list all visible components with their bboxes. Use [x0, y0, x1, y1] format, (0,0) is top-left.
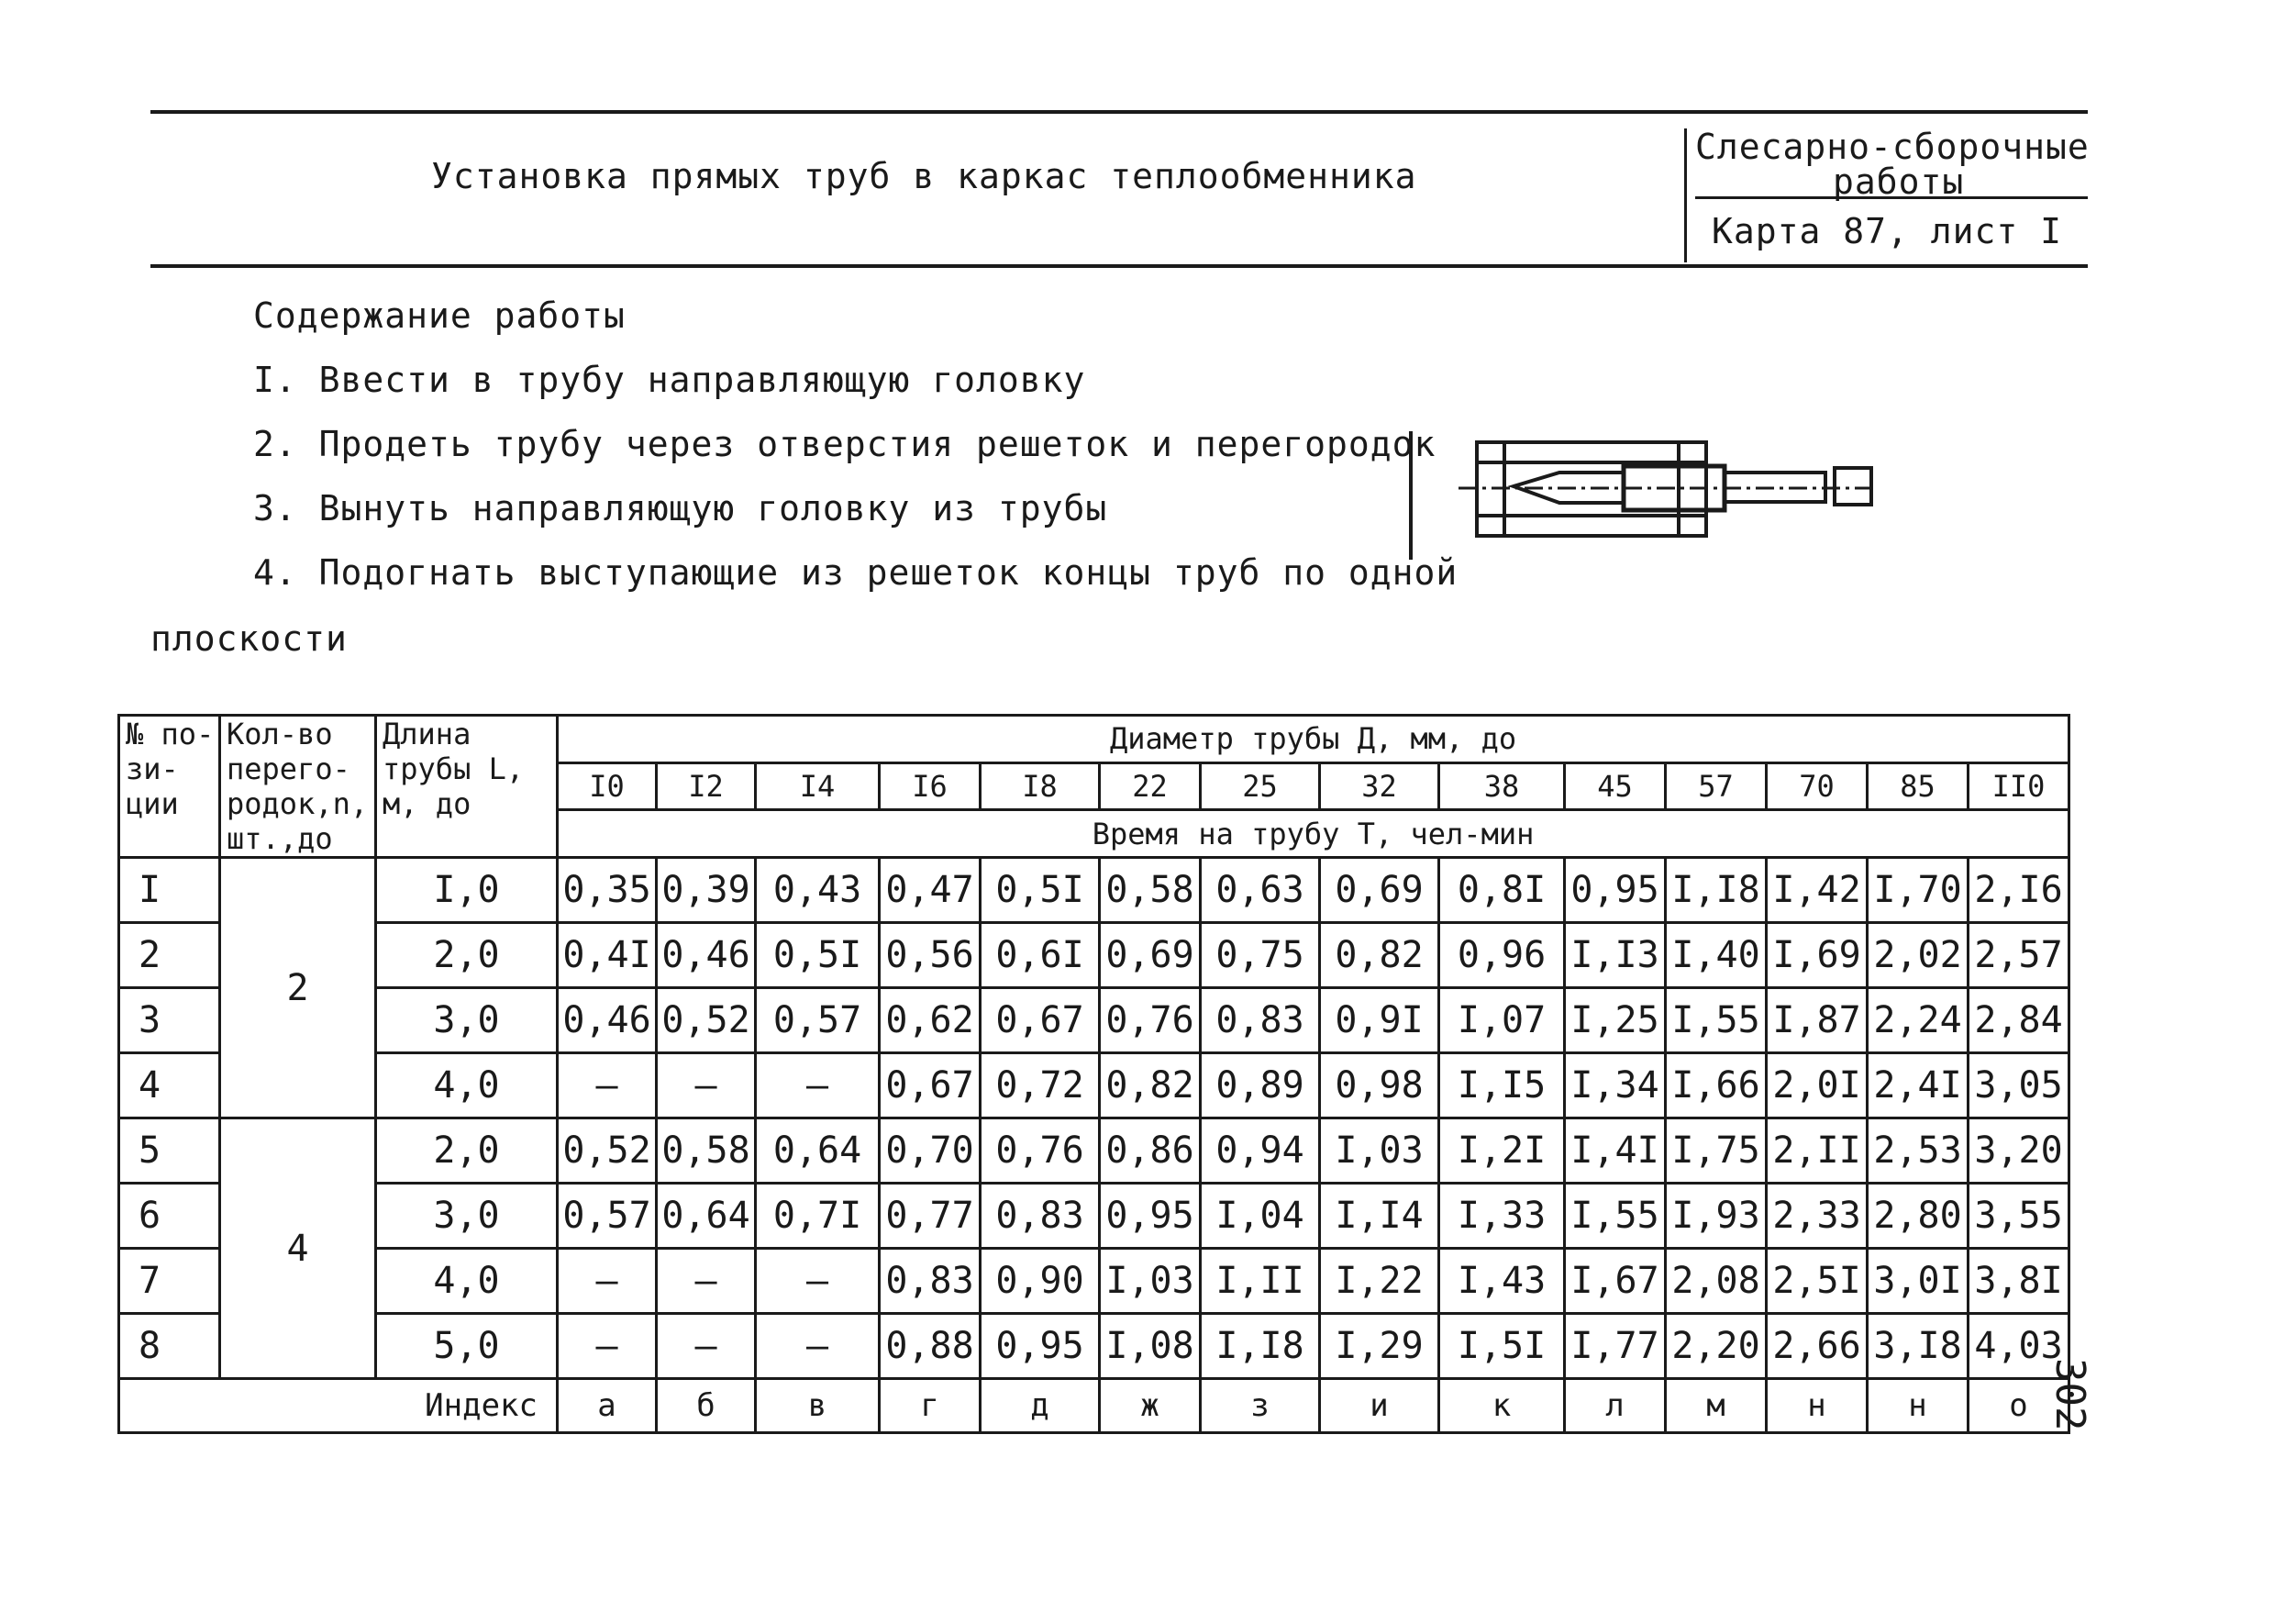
norms-table	[117, 714, 2070, 1434]
position-cell: 2	[119, 923, 220, 988]
partitions-cell: 2	[220, 858, 376, 1118]
time-cell: I,75	[1666, 1118, 1767, 1184]
work-step-1: I. Ввести в трубу направляющую головку	[253, 360, 1086, 400]
length-cell: 4,0	[376, 1249, 558, 1314]
diameter-cell: I6	[880, 762, 981, 810]
length-cell: 5,0	[376, 1314, 558, 1379]
time-cell: 0,69	[1320, 858, 1439, 923]
diameter-cell: II0	[1969, 762, 2069, 810]
time-cell: I,29	[1320, 1314, 1439, 1379]
time-cell: I,87	[1767, 988, 1868, 1053]
diameter-cell: 25	[1201, 762, 1320, 810]
guide-head-sketch	[1403, 422, 1880, 569]
time-cell: 0,83	[1201, 988, 1320, 1053]
time-cell: 0,90	[981, 1249, 1100, 1314]
header-bottom-rule	[150, 264, 2088, 268]
time-cell: I,40	[1666, 923, 1767, 988]
time-cell: I,33	[1439, 1184, 1565, 1249]
time-cell: 0,57	[558, 1184, 657, 1249]
work-step-4: 4. Подогнать выступающие из решеток концы труб по одной	[253, 552, 1459, 593]
time-cell: –	[558, 1314, 657, 1379]
work-category: Слесарно-сборочные	[1695, 127, 2090, 167]
time-cell: I,I4	[1320, 1184, 1439, 1249]
time-cell: I,08	[1100, 1314, 1201, 1379]
card-number: Карта 87, лист I	[1712, 211, 2063, 251]
index-cell: в	[756, 1379, 880, 1433]
time-cell: 0,8I	[1439, 858, 1565, 923]
time-cell: 0,63	[1201, 858, 1320, 923]
time-cell: 2,I6	[1969, 858, 2069, 923]
time-cell: I,93	[1666, 1184, 1767, 1249]
diameter-cell: 32	[1320, 762, 1439, 810]
time-cell: 2,0I	[1767, 1053, 1868, 1118]
diameter-cell: 45	[1565, 762, 1666, 810]
position-cell: 8	[119, 1314, 220, 1379]
time-cell: 3,20	[1969, 1118, 2069, 1184]
time-cell: 0,5I	[981, 858, 1100, 923]
position-cell: 5	[119, 1118, 220, 1184]
length-cell: 3,0	[376, 988, 558, 1053]
time-cell: 0,95	[1565, 858, 1666, 923]
table-row	[119, 1314, 2069, 1379]
length-cell: I,0	[376, 858, 558, 923]
index-cell: г	[880, 1379, 981, 1433]
diameter-cell: 22	[1100, 762, 1201, 810]
time-cell: 0,72	[981, 1053, 1100, 1118]
time-cell: 0,76	[1100, 988, 1201, 1053]
time-cell: I,70	[1868, 858, 1969, 923]
time-cell: 2,24	[1868, 988, 1969, 1053]
time-cell: 0,83	[981, 1184, 1100, 1249]
time-cell: I,69	[1767, 923, 1868, 988]
time-cell: 3,I8	[1868, 1314, 1969, 1379]
time-cell: 0,62	[880, 988, 981, 1053]
time-cell: I,25	[1565, 988, 1666, 1053]
time-cell: –	[756, 1053, 880, 1118]
partitions-cell: 4	[220, 1118, 376, 1379]
index-cell: ж	[1100, 1379, 1201, 1433]
diameter-header: Диаметр трубы Д, мм, до	[558, 716, 2069, 763]
length-cell: 3,0	[376, 1184, 558, 1249]
time-cell: 0,46	[558, 988, 657, 1053]
document-title: Установка прямых труб в каркас теплообменника	[431, 156, 1417, 196]
time-cell: 0,83	[880, 1249, 981, 1314]
diameter-cell: 85	[1868, 762, 1969, 810]
length-cell: 4,0	[376, 1053, 558, 1118]
index-cell: б	[657, 1379, 756, 1433]
time-cell: 0,46	[657, 923, 756, 988]
diameter-cell: I4	[756, 762, 880, 810]
time-cell: 0,64	[657, 1184, 756, 1249]
position-cell: 7	[119, 1249, 220, 1314]
time-cell: 3,05	[1969, 1053, 2069, 1118]
table-row	[119, 988, 2069, 1053]
header-top-rule	[150, 110, 2088, 114]
time-cell: 3,55	[1969, 1184, 2069, 1249]
time-cell: 4,03	[1969, 1314, 2069, 1379]
time-cell: 0,52	[657, 988, 756, 1053]
time-cell: I,I5	[1439, 1053, 1565, 1118]
time-cell: 0,95	[981, 1314, 1100, 1379]
time-cell: 0,88	[880, 1314, 981, 1379]
time-cell: 3,0I	[1868, 1249, 1969, 1314]
work-category-cont: работы	[1833, 161, 1965, 202]
time-cell: I,I3	[1565, 923, 1666, 988]
time-cell: I,67	[1565, 1249, 1666, 1314]
time-cell: 2,20	[1666, 1314, 1767, 1379]
time-cell: 0,52	[558, 1118, 657, 1184]
time-cell: –	[558, 1249, 657, 1314]
time-cell: 2,57	[1969, 923, 2069, 988]
diameter-cell: I8	[981, 762, 1100, 810]
index-cell: о	[1969, 1379, 2069, 1433]
time-cell: 2,08	[1666, 1249, 1767, 1314]
table-row	[119, 1184, 2069, 1249]
diameter-cell: 70	[1767, 762, 1868, 810]
time-cell: –	[657, 1249, 756, 1314]
time-cell: 2,02	[1868, 923, 1969, 988]
time-cell: 0,82	[1100, 1053, 1201, 1118]
time-cell: 0,98	[1320, 1053, 1439, 1118]
time-cell: 0,67	[880, 1053, 981, 1118]
time-cell: I,5I	[1439, 1314, 1565, 1379]
table-row	[119, 923, 2069, 988]
time-cell: –	[756, 1314, 880, 1379]
index-cell: м	[1666, 1379, 1767, 1433]
table-row	[119, 858, 2069, 923]
time-cell: I,II	[1201, 1249, 1320, 1314]
time-cell: I,4I	[1565, 1118, 1666, 1184]
time-cell: 0,75	[1201, 923, 1320, 988]
work-step-2: 2. Продеть трубу через отверстия решеток и перегородок	[253, 424, 1436, 464]
time-cell: 0,86	[1100, 1118, 1201, 1184]
index-cell: к	[1439, 1379, 1565, 1433]
time-cell: 0,43	[756, 858, 880, 923]
time-cell: I,03	[1100, 1249, 1201, 1314]
time-cell: I,43	[1439, 1249, 1565, 1314]
table-row	[119, 1118, 2069, 1184]
time-cell: 0,35	[558, 858, 657, 923]
time-cell: I,22	[1320, 1249, 1439, 1314]
time-cell: 2,53	[1868, 1118, 1969, 1184]
length-cell: 2,0	[376, 1118, 558, 1184]
time-header: Время на трубу Т, чел-мин	[558, 810, 2069, 858]
time-cell: 0,95	[1100, 1184, 1201, 1249]
time-cell: 0,5I	[756, 923, 880, 988]
time-cell: 0,76	[981, 1118, 1100, 1184]
time-cell: I,07	[1439, 988, 1565, 1053]
index-cell: и	[1320, 1379, 1439, 1433]
time-cell: 0,4I	[558, 923, 657, 988]
time-cell: 0,7I	[756, 1184, 880, 1249]
time-cell: 0,69	[1100, 923, 1201, 988]
position-cell: 4	[119, 1053, 220, 1118]
time-cell: 3,8I	[1969, 1249, 2069, 1314]
time-cell: 0,58	[657, 1118, 756, 1184]
index-cell: з	[1201, 1379, 1320, 1433]
time-cell: 0,77	[880, 1184, 981, 1249]
time-cell: I,77	[1565, 1314, 1666, 1379]
time-cell: 0,94	[1201, 1118, 1320, 1184]
time-cell: I,34	[1565, 1053, 1666, 1118]
table-row	[119, 1249, 2069, 1314]
time-cell: 0,58	[1100, 858, 1201, 923]
time-cell: I,I8	[1201, 1314, 1320, 1379]
time-cell: –	[558, 1053, 657, 1118]
time-cell: –	[657, 1314, 756, 1379]
time-cell: I,I8	[1666, 858, 1767, 923]
time-cell: 0,67	[981, 988, 1100, 1053]
work-step-3: 3. Вынуть направляющую головку из трубы	[253, 488, 1108, 528]
col-partitions-header: Кол-во перего-родок,n, шт.,до	[220, 716, 376, 858]
time-cell: I,55	[1666, 988, 1767, 1053]
time-cell: 2,84	[1969, 988, 2069, 1053]
page-number: 302	[2046, 1358, 2093, 1431]
table-row	[119, 1053, 2069, 1118]
time-cell: 0,56	[880, 923, 981, 988]
position-cell: 6	[119, 1184, 220, 1249]
index-cell: н	[1767, 1379, 1868, 1433]
time-cell: 0,47	[880, 858, 981, 923]
time-cell: I,04	[1201, 1184, 1320, 1249]
diameter-cell: I0	[558, 762, 657, 810]
header-divider	[1684, 128, 1687, 262]
time-cell: I,03	[1320, 1118, 1439, 1184]
time-cell: I,2I	[1439, 1118, 1565, 1184]
length-cell: 2,0	[376, 923, 558, 988]
time-cell: 0,64	[756, 1118, 880, 1184]
col-position-header: № по-зи-ции	[119, 716, 220, 858]
time-cell: 2,4I	[1868, 1053, 1969, 1118]
diameter-cell: I2	[657, 762, 756, 810]
index-label: Индекс	[119, 1379, 558, 1433]
position-cell: 3	[119, 988, 220, 1053]
col-length-header: Длина трубы L, м, до	[376, 716, 558, 858]
time-cell: 0,96	[1439, 923, 1565, 988]
time-cell: 2,33	[1767, 1184, 1868, 1249]
index-cell: л	[1565, 1379, 1666, 1433]
work-content-label: Содержание работы	[253, 295, 626, 336]
index-cell: д	[981, 1379, 1100, 1433]
position-cell: I	[119, 858, 220, 923]
time-cell: 2,5I	[1767, 1249, 1868, 1314]
time-cell: 2,II	[1767, 1118, 1868, 1184]
time-cell: 0,6I	[981, 923, 1100, 988]
time-cell: 0,89	[1201, 1053, 1320, 1118]
time-cell: 0,9I	[1320, 988, 1439, 1053]
diameter-cell: 38	[1439, 762, 1565, 810]
time-cell: I,55	[1565, 1184, 1666, 1249]
time-cell: 0,70	[880, 1118, 981, 1184]
time-cell: –	[756, 1249, 880, 1314]
time-cell: I,42	[1767, 858, 1868, 923]
time-cell: I,66	[1666, 1053, 1767, 1118]
time-cell: 2,80	[1868, 1184, 1969, 1249]
time-cell: 2,66	[1767, 1314, 1868, 1379]
index-cell: а	[558, 1379, 657, 1433]
time-cell: 0,57	[756, 988, 880, 1053]
time-cell: 0,82	[1320, 923, 1439, 988]
work-step-4-cont: плоскости	[150, 618, 348, 659]
time-cell: –	[657, 1053, 756, 1118]
diameter-cell: 57	[1666, 762, 1767, 810]
time-cell: 0,39	[657, 858, 756, 923]
index-cell: н	[1868, 1379, 1969, 1433]
